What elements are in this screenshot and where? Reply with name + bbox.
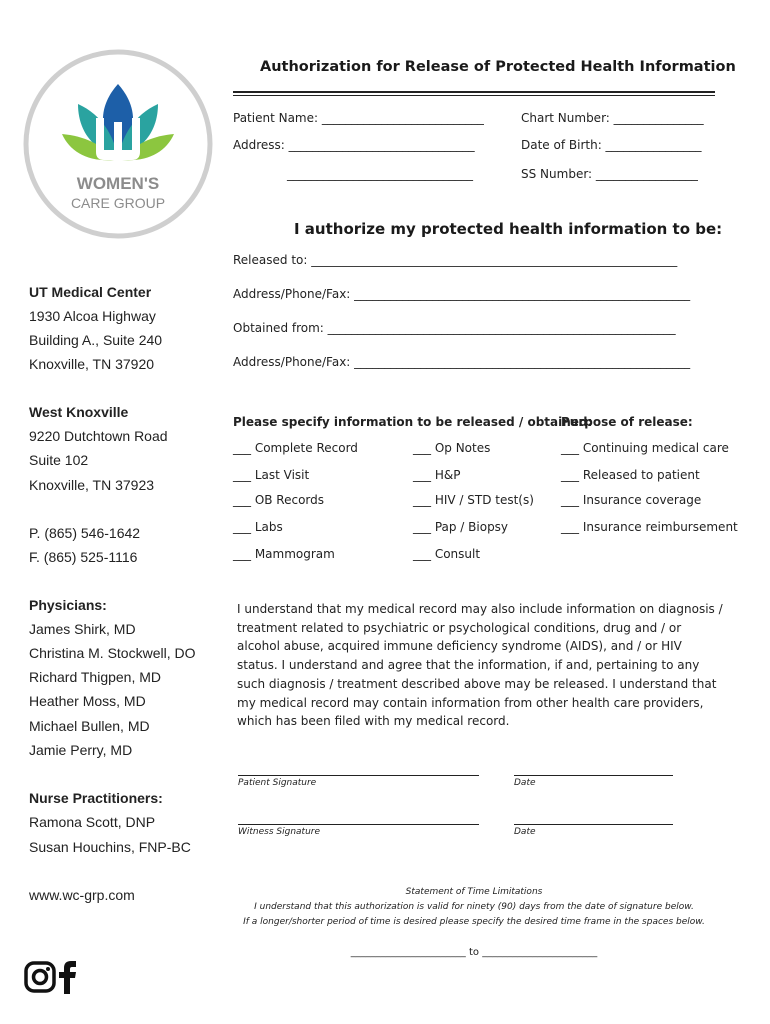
info-option-complete-record[interactable]: ___ Complete Record [233,441,358,455]
instagram-icon[interactable] [24,961,56,993]
date-label-2: Date [514,827,536,837]
loc1-name: UT Medical Center [29,284,152,300]
chart-number-field[interactable]: Chart Number: _______________ [521,111,704,125]
time-range-field[interactable]: _______________________ to _______________________ [350,947,598,958]
website-link[interactable]: www.wc-grp.com [29,887,135,903]
purpose-option-insurance-reimbursement[interactable]: ___ Insurance reimbursement [561,520,738,534]
phone-number: P. (865) 546-1642 [29,525,141,541]
physician-item: Richard Thigpen, MD [29,669,162,685]
fax-number: F. (865) 525-1116 [29,549,138,565]
date-line-1[interactable] [514,775,673,776]
physician-item: Christina M. Stockwell, DO [29,645,196,661]
witness-signature-label: Witness Signature [238,827,321,837]
date-label-1: Date [514,778,536,788]
consent-paragraph: I understand that my medical record may also include information on diagnosis / treatment related to psychiatric or psychological conditions, drug and / or alcohol abuse, acquired immune deficiency syndrome (AIDS), and / or HIV status. I understand and agree that the information, if and, pertaining to any such diagnosis / treatment described above may be released. I understand that my medical record may contain information from other health care providers, which has been filed with my medical record. [237,602,723,729]
np-heading: Nurse Practitioners: [29,790,163,806]
purpose-option-continuing-care[interactable]: ___ Continuing medical care [561,441,729,455]
loc2-name: West Knoxville [29,404,129,420]
purpose-heading: Purpose of release: [561,415,693,429]
time-limit-line-2: If a longer/shorter period of time is desired please specify the desired time frame in the spaces below. [243,917,705,927]
logo-text-2: CARE GROUP [70,195,166,211]
physician-item: James Shirk, MD [29,621,136,637]
patient-name-field[interactable]: Patient Name: ___________________________ [233,111,484,125]
witness-signature-line[interactable] [238,824,479,825]
purpose-option-released-to-patient[interactable]: ___ Released to patient [561,468,700,482]
released-to-field[interactable]: Released to: _____________________________________________________________ [233,253,678,267]
loc1-line2: Building A., Suite 240 [29,332,163,348]
logo-text-1: WOMEN'S [76,174,160,193]
physician-item: Jamie Perry, MD [29,742,133,758]
physicians-heading: Physicians: [29,597,107,613]
physician-item: Michael Bullen, MD [29,718,150,734]
title-rule-2 [233,95,715,96]
info-option-op-notes[interactable]: ___ Op Notes [413,441,491,455]
patient-signature-line[interactable] [238,775,479,776]
time-limit-heading: Statement of Time Limitations [405,887,543,897]
info-option-consult[interactable]: ___ Consult [413,547,481,561]
loc1-line1: 1930 Alcoa Highway [29,308,156,324]
np-item: Ramona Scott, DNP [29,814,156,830]
purpose-option-insurance-coverage[interactable]: ___ Insurance coverage [561,493,702,507]
address-phone-fax-field-1[interactable]: Address/Phone/Fax: ________________________________________________________ [233,287,691,301]
info-option-hp[interactable]: ___ H&P [413,468,461,482]
form-title: Authorization for Release of Protected Health Information [260,59,736,75]
logo [22,48,214,240]
title-rule [233,91,715,93]
physician-item: Heather Moss, MD [29,693,146,709]
ss-number-field[interactable]: SS Number: _________________ [521,167,698,181]
patient-signature-label: Patient Signature [238,778,317,788]
info-option-labs[interactable]: ___ Labs [233,520,283,534]
logo-graphic [22,48,214,240]
facebook-icon[interactable] [58,960,78,994]
info-option-mammogram[interactable]: ___ Mammogram [233,547,335,561]
loc2-line3: Knoxville, TN 37923 [29,477,155,493]
loc1-line3: Knoxville, TN 37920 [29,356,155,372]
address-field[interactable]: Address: _______________________________ [233,138,475,152]
date-line-2[interactable] [514,824,673,825]
obtained-from-field[interactable]: Obtained from: __________________________________________________________ [233,321,676,335]
dob-field[interactable]: Date of Birth: ________________ [521,138,702,152]
info-option-last-visit[interactable]: ___ Last Visit [233,468,310,482]
info-option-hiv-std[interactable]: ___ HIV / STD test(s) [413,493,534,507]
time-limit-line-1: I understand that this authorization is valid for ninety (90) days from the date of signature below. [254,902,694,912]
loc2-line1: 9220 Dutchtown Road [29,428,168,444]
info-option-pap-biopsy[interactable]: ___ Pap / Biopsy [413,520,509,534]
info-heading: Please specify information to be released / obtained: [233,415,593,429]
info-option-ob-records[interactable]: ___ OB Records [233,493,325,507]
authorize-heading: I authorize my protected health information to be: [294,220,723,238]
address-line2-field[interactable]: _______________________________ [287,167,473,181]
address-phone-fax-field-2[interactable]: Address/Phone/Fax: ________________________________________________________ [233,355,691,369]
loc2-line2: Suite 102 [29,452,89,468]
np-item: Susan Houchins, FNP-BC [29,839,191,855]
